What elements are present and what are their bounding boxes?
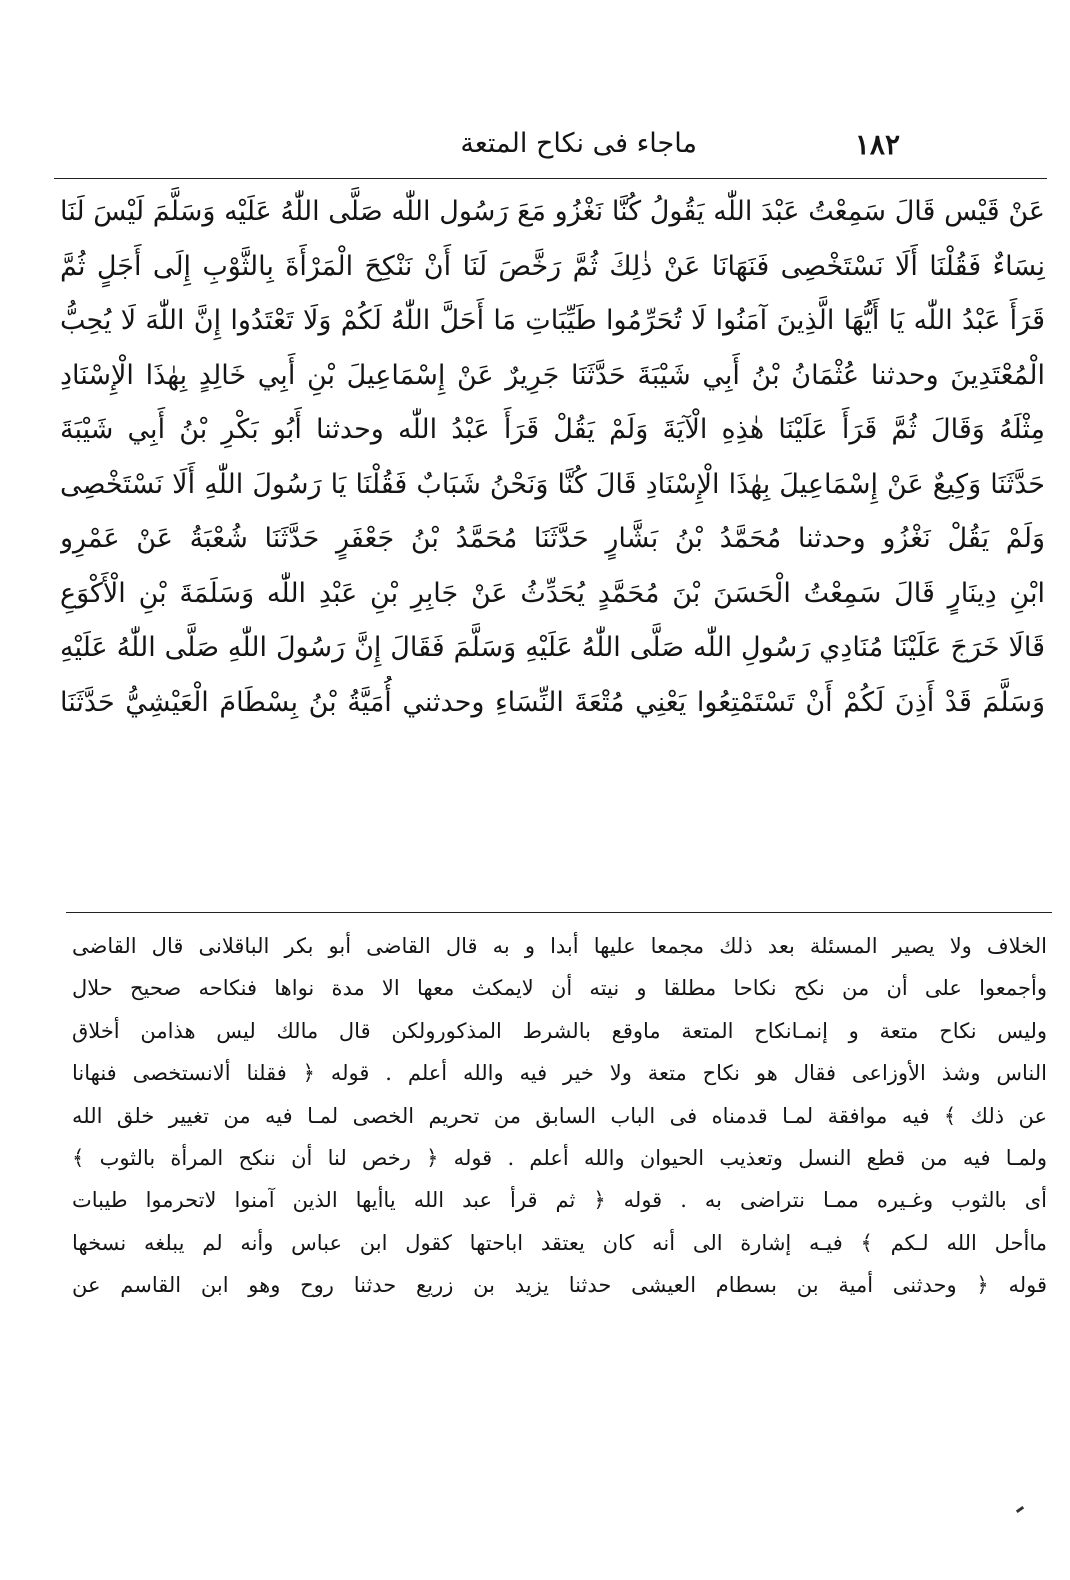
page-header [60, 128, 1050, 178]
hadith-line: ابْنِ دِينَارٍ قَالَ سَمِعْتُ الْحَسَنَ بْنَ مُحَمَّدٍ يُحَدِّثُ عَنْ جَابِرِ بْنِ عَبْدِ اللّٰه وَسَلَمَةَ بْنِ الْأَكْوَعِ [60, 577, 1045, 609]
hadith-line: الْمُعْتَدِينَ وحدثنا عُثْمَانُ بْنُ أَبِي شَيْبَةَ حَدَّثَنَا جَرِيرٌ عَنْ إِسْمَاعِيلَ بْنِ أَبِي خَالِدٍ بِهٰذَا الْإِسْنَادِ [60, 359, 1045, 391]
commentary-divider-rule [66, 912, 1052, 913]
hadith-line: عَنْ قَيْس قَالَ سَمِعْتُ عَبْدَ اللّٰه يَقُولُ كُنَّا نَغْزُو مَعَ رَسُول اللّٰه صَلَّى اللّٰهُ عَلَيْه وَسَلَّمَ لَيْسَ لَنَا [60, 196, 1045, 227]
commentary-line: قوله ﴿ وحدثنى أمية بن بسطام العيشى حدثنا يزيد بن زريع حدثنا روح وهو ابن القاسم عن [72, 1273, 1047, 1298]
commentary-line: وأجمعوا على أن من نكح نكاحا مطلقا و نيته أن لايمكث معها الا مدة نواها فنكاحه صحيح حلال [72, 976, 1047, 1001]
commentary-line: الناس وشذ الأوزاعى فقال هو نكاح متعة ولا خير فيه والله أعلم . قوله ﴿ فقلنا ألانستخصى فنهانا [72, 1061, 1047, 1086]
header-rule [54, 178, 1047, 179]
commentary-line: ماأحل الله لـكم ﴾ فيـه إشارة الى أنه كان يعتقد اباحتها كقول ابن عباس وأنه لم يبلغه نسخها [72, 1230, 1047, 1255]
hadith-line: حَدَّثَنَا وَكِيعٌ عَنْ إِسْمَاعِيلَ بِهٰذَا الْإِسْنَادِ قَالَ كُنَّا وَنَحْنُ شَبَابٌ فَقُلْنَا يَا رَسُولَ اللّٰهِ أَلَا نَسْتَخْصِى [60, 468, 1045, 500]
hadith-line: نِسَاءٌ فَقُلْنَا أَلَا نَسْتَخْصِى فَنَهَانَا عَنْ ذٰلِكَ ثُمَّ رَخَّصَ لَنَا أَنْ نَنْكِحَ الْمَرْأَةَ بِالثَّوْبِ إِلَى أَجَلٍ ثُمَّ [60, 250, 1045, 282]
hadith-line: قَالَا خَرَجَ عَلَيْنَا مُنَادِي رَسُولِ اللّٰه صَلَّى اللّٰهُ عَلَيْهِ وَسَلَّمَ فَقَالَ إِنَّ رَسُولَ اللّٰهِ صَلَّى اللّٰهُ عَلَيْهِ [60, 632, 1045, 663]
scan-speck [1016, 1506, 1024, 1513]
hadith-line: وَلَمْ يَقُلْ نَغْزُو وحدثنا مُحَمَّدُ بْنُ بَشَّارٍ حَدَّثَنَا مُحَمَّدُ بْنُ جَعْفَرٍ حَدَّثَنَا شُعْبَةُ عَنْ عَمْرِو [60, 523, 1045, 554]
commentary-line: وليس نكاح متعة و إنمـانكاح المتعة ماوقع بالشرط المذكورولكن قال مالك ليس هذامن أخلاق [72, 1018, 1047, 1043]
hadith-text-block [60, 185, 1045, 730]
page-number: ١٨٢ [854, 128, 900, 161]
hadith-line: قَرَأَ عَبْدُ اللّٰه يَا أَيُّهَا الَّذِينَ آمَنُوا لَا تُحَرِّمُوا طَيِّبَاتِ مَا أَحَلَّ اللّٰهُ لَكُمْ وَلَا تَعْتَدُوا إِنَّ اللّٰهَ لَا يُحِبُّ [60, 305, 1045, 336]
commentary-line: أى بالثوب وغـيره ممـا نتراضى به . قوله ﴿ ثم قرأ عبد الله ياأيها الذين آمنوا لاتحرموا طيبات [72, 1188, 1047, 1213]
commentary-line: ولمـا فيه من قطع النسل وتعذيب الحيوان والله أعلم . قوله ﴿ رخص لنا أن ننكح المرأة بالثوب ﴾ [72, 1145, 1047, 1170]
commentary-line: الخلاف ولا يصير المسئلة بعد ذلك مجمعا عليها أبدا و به قال القاضى أبو بكر الباقلانى قال القاضى [72, 934, 1047, 958]
hadith-line: مِثْلَهُ وَقَالَ ثُمَّ قَرَأَ عَلَيْنَا هٰذِهِ الْآيَةَ وَلَمْ يَقُلْ قَرَأَ عَبْدُ اللّٰه وحدثنا أَبُو بَكْرِ بْنُ أَبِي شَيْبَةَ [60, 414, 1045, 445]
commentary-text-block [72, 925, 1047, 1307]
hadith-line: وَسَلَّمَ قَدْ أَذِنَ لَكُمْ أَنْ تَسْتَمْتِعُوا يَعْنِي مُتْعَةَ النِّسَاءِ وحدثني أُمَيَّةُ بْنُ بِسْطَامَ الْعَيْشِيُّ حَدَّثَنَا [60, 686, 1045, 718]
running-title: ماجاء فى نكاح المتعة [460, 128, 697, 159]
commentary-line: عن ذلك ﴾ فيه موافقة لمـا قدمناه فى الباب السابق من تحريم الخصى لمـا فيه من تغيير خلق الله [72, 1103, 1047, 1128]
